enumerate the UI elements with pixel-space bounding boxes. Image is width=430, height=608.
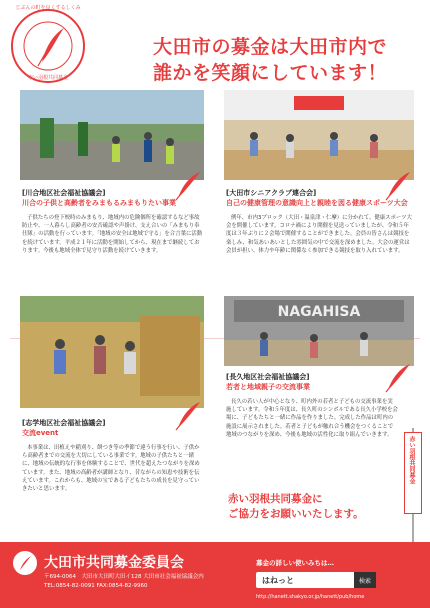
panel3-title: [志学地区社会福祉協議会] xyxy=(22,419,106,427)
red-feather-icon xyxy=(380,168,414,202)
red-feather-icon xyxy=(170,168,204,202)
banner-text: 赤い羽根共同募金 xyxy=(408,436,415,484)
panel1-body: 子供たちの登下校時のみまもり、地域内の危険個所を確認するなど事故防止や、一人暮らし高齢者の安否確認や声掛け、支え合いの「みまもり奉仕隊」の活動を行っています。「地域の安全は地域で守る」を合言葉に活動を続けています。平成２１年に活動を開始してから、現在まで継続しております。今後も地域全体で見守り活動を続けていきます。 xyxy=(22,215,203,254)
panel1-title: [川合地区社会福祉協議会] xyxy=(22,189,106,197)
search-title: 募金の詳しい使いみちは… xyxy=(256,559,334,567)
footer-address: 〒694-0064 大田市大田町大田イ128 大田市社会福祉協議会内 xyxy=(44,574,204,580)
nagahisa-sign: NAGAHISA xyxy=(277,304,361,320)
panel2-subtitle: 自己の健康管理の意識向上と親睦を図る健康スポーツ大会 xyxy=(226,199,408,207)
appeal-line2: ご協力をお願いいたします。 xyxy=(228,508,364,520)
red-feather-icon xyxy=(170,398,204,432)
search-keyword: はねっと xyxy=(262,575,294,585)
panel2-title: [大田市シニアクラブ連合会] xyxy=(226,189,317,197)
photo-nagahisa-event xyxy=(224,296,414,366)
photo-kawai-walk xyxy=(20,90,204,180)
photo-shigaku-harvest xyxy=(20,296,204,408)
headline-line2: 誰かを笑顔にしています！ xyxy=(152,62,387,84)
appeal-message xyxy=(228,492,398,522)
footer-org-name: 大田市共同募金委員会 xyxy=(44,555,184,571)
panel4-subtitle: 若者と地域親子の交流事業 xyxy=(226,383,310,391)
headline xyxy=(120,34,420,86)
panel1-subtitle: 川合の子供と高齢者をみまもるみまもりたい事業 xyxy=(22,199,176,207)
banner-flag xyxy=(404,432,422,514)
footer-url[interactable]: http://hanett.shakyo.or.jp/hanett/pub/home xyxy=(256,594,365,600)
footer-logo-icon xyxy=(12,550,38,576)
search-button[interactable]: 検索 xyxy=(354,572,376,588)
logo-sub: 赤い羽根共同募金 xyxy=(27,75,68,81)
panel3-subtitle: 交流event xyxy=(22,429,59,437)
headline-line1: 大田市の募金は大田市内で xyxy=(152,36,387,58)
appeal-line1: 赤い羽根共同募金に xyxy=(228,493,323,505)
panel2-body: 例年、市内3ブロック（大田・温泉津・仁摩）に分かれて、健康スポーツ大会を開催しています。コロナ禍により開催を見送っていましたが、令和５年度は３年ぶりに２会場で開催することができました。会員の皆さんは競技を楽しみ、和気あいあいとした雰囲気の中で交流を深めました。大会の運営は会員が担い、体力や年齢に関係なく参加できる競技を取り入れています。 xyxy=(226,215,412,254)
search-box[interactable] xyxy=(256,572,376,588)
panel3-body: 本事業は、田植えや稲刈り、餅つき等の季節で違う行事を行い、子供から高齢者までの交流を大切にしている事業です。地域の子供たちと一緒に、地域の伝統的な行事を体験することで、世代を超えたつながりを深めています。また、地域の高齢者が講師となり、昔ながらの知恵や技術を伝えています。これからも、地域の宝である子どもたちの成長を見守っていきたいと思います。 xyxy=(22,445,200,493)
logo-text: じぶんの町を良くするしくみ xyxy=(15,5,81,11)
panel4-title: [長久地区社会福祉協議会] xyxy=(226,373,310,381)
photo-senior-sports xyxy=(224,90,414,180)
footer-phone: TEL:0854-82-0091 FAX:0854-82-9960 xyxy=(44,583,148,589)
panel4-body: 長久の若い人が中心となり、町内外の若者と子どもの交流事業を実施しています。令和５年度は、長久町のシンボルである長久小学校を会場に、子どもたちと一緒に作品を作りました。完成した作品は町内の施設に展示されました。若者と子どもが触れ合う機会をつくることで地域のつながりを深め、今後も地域の活性化に取り組んでいきます。 xyxy=(226,399,398,438)
